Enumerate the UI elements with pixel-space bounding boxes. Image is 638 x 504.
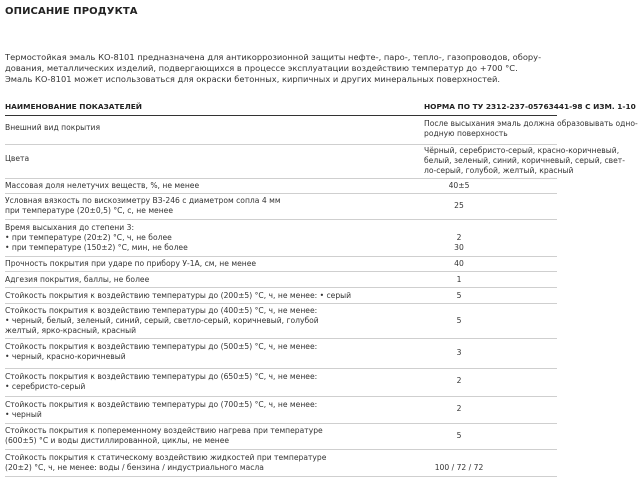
intro-line: дования, металлических изделий, подвергающихся в процессе эксплуатации воздействию температур до +700 °С. <box>5 63 518 74</box>
row-label: Стойкость покрытия к воздействию температуры до (500±5) °С, ч, не менее: • черный, красно-коричневый <box>5 342 318 361</box>
table-row <box>5 119 638 145</box>
table-header <box>5 100 636 116</box>
row-label: Условная вязкость по вискозиметру ВЗ-246 с диаметром сопла 4 мм при температуре (20±0,5) °С, с, не менее <box>5 196 281 215</box>
row-value: 3 <box>456 348 462 357</box>
table-row <box>5 369 557 397</box>
row-value: Чёрный, серебристо-серый, красно-коричневый, белый, зеленый, синий, коричневый, серый, свет- ло-серый, голубой, желтый, красный <box>424 146 625 175</box>
table-row <box>5 145 625 179</box>
row-value: 100 / 72 / 72 <box>434 463 484 472</box>
row-value: 1 <box>456 275 462 284</box>
row-value: 5 <box>456 431 462 440</box>
row-value: 25 <box>454 201 464 210</box>
header-norm: НОРМА ПО ТУ 2312-237-05763441-98 С ИЗМ. 1-10 <box>424 102 636 111</box>
row-label: Массовая доля нелетучих веществ, %, не менее <box>5 181 200 190</box>
intro-text <box>5 52 557 86</box>
section-title: ОПИСАНИЕ ПРОДУКТА <box>5 6 138 17</box>
table-row <box>5 450 557 477</box>
table-row <box>5 179 557 194</box>
table-row <box>5 194 557 220</box>
row-label: Стойкость покрытия к попеременному воздействию нагрева при температуре (600±5) °С и воды дистиллированной, циклы, не менее <box>5 426 323 445</box>
row-value: 40±5 <box>448 181 470 190</box>
row-value: После высыхания эмаль должна образовывать одно- родную поверхность <box>424 119 638 138</box>
table-row <box>5 397 557 424</box>
intro-line: Эмаль КО-8101 может использоваться для окраски бетонных, кирпичных и других минеральных поверхностей. <box>5 74 501 85</box>
row-value: 5 <box>456 316 462 325</box>
row-label: Стойкость покрытия к воздействию температуры до (700±5) °С, ч, не менее: • черный <box>5 400 318 419</box>
table-row <box>5 424 557 450</box>
table-row <box>5 288 557 304</box>
header-indicators: НАИМЕНОВАНИЕ ПОКАЗАТЕЛЕЙ <box>5 102 142 111</box>
row-value: 2 <box>456 376 462 385</box>
row-value: 2 30 <box>454 233 464 252</box>
intro-line: Термостойкая эмаль КО-8101 предназначена для антикоррозионной защиты нефте-, паро-, тепло-, газопроводов, обору- <box>5 52 542 62</box>
row-label: Внешний вид покрытия <box>5 123 101 132</box>
table-row <box>5 257 557 272</box>
row-value: 40 <box>454 259 464 268</box>
row-value: 2 <box>456 404 462 413</box>
row-label: Стойкость покрытия к воздействию температуры до (650±5) °С, ч, не менее: • серебристо-серый <box>5 372 318 391</box>
row-label: Стойкость покрытия к воздействию температуры до (200±5) °С, ч, не менее: • серый <box>5 291 352 300</box>
table-row <box>5 339 557 369</box>
row-label: Цвета <box>5 154 30 163</box>
row-label: Адгезия покрытия, баллы, не более <box>5 275 150 284</box>
row-label: Стойкость покрытия к статическому воздействию жидкостей при температуре (20±2) °С, ч, не менее: воды / бензина / индустриального масла <box>5 453 327 472</box>
row-label: Стойкость покрытия к воздействию температуры до (400±5) °С, ч, не менее: • черный, белый, зеленый, синий, серый, светло-серый, коричневый, голубой желтый, ярко-красный, красный <box>5 306 319 335</box>
table-row <box>5 220 557 257</box>
row-label: Прочность покрытия при ударе по прибору У-1А, см, не менее <box>5 259 257 268</box>
row-label: Время высыхания до степени 3: • при температуре (20±2) °С, ч, не более • при температуре (150±2) °С, мин, не более <box>5 223 188 252</box>
row-value: 5 <box>456 291 462 300</box>
table-row <box>5 272 557 288</box>
table-row <box>5 304 557 339</box>
